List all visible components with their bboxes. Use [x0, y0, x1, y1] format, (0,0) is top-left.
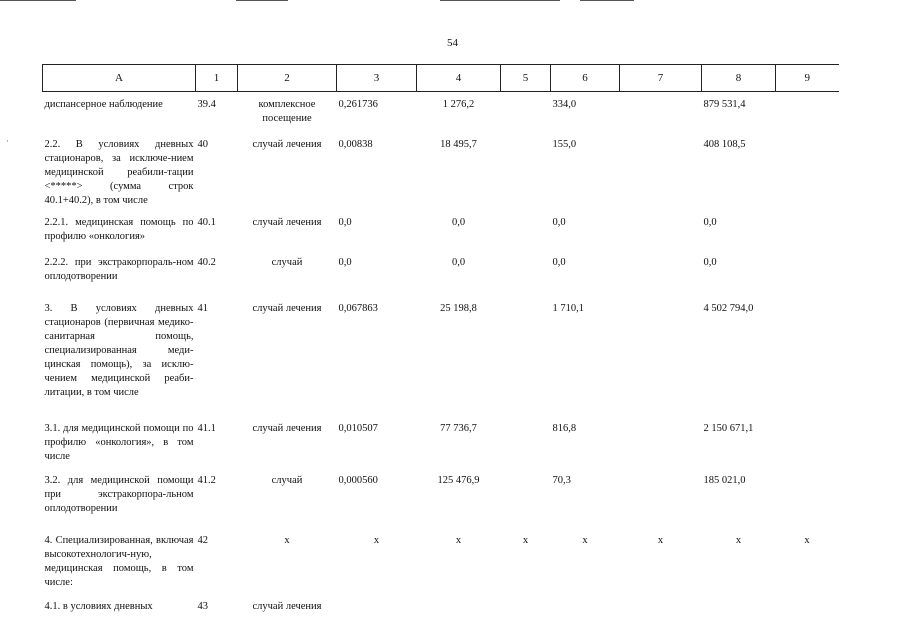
cell-col8: 2 150 671,1 [703, 423, 754, 434]
cell-col6: 816,8 [552, 423, 577, 434]
cell-col6: 0,0 [552, 257, 566, 268]
cell-col3: 0,00838 [338, 139, 373, 150]
column-header: 6 [551, 65, 620, 92]
cell-col6: х [582, 535, 588, 546]
row-code: 41.1 [197, 423, 216, 434]
cell-col5 [501, 594, 551, 620]
row-name: 2.2.1. медицинская помощь по профилю «онкология» [44, 217, 194, 242]
table-row [43, 594, 839, 620]
row-code: 39.4 [197, 99, 216, 110]
cell-col3: 0,067863 [338, 303, 378, 314]
column-header: 8 [702, 65, 776, 92]
row-unit: случай [271, 475, 303, 486]
cell-col4: 125 476,9 [437, 475, 480, 486]
margin-dot: · [6, 136, 9, 146]
cell-col7 [620, 468, 702, 528]
cell-col9 [776, 296, 839, 416]
top-edge-line [440, 0, 560, 1]
cell-col7 [620, 416, 702, 468]
column-header: А [43, 65, 196, 92]
row-code: 40.2 [197, 257, 216, 268]
cell-col3: 0,261736 [338, 99, 378, 110]
cell-col7 [620, 92, 702, 133]
cell-col9 [776, 250, 839, 296]
row-code: 41.2 [197, 475, 216, 486]
row-unit: случай лечения [252, 217, 322, 228]
row-name: диспансерное наблюдение [44, 99, 163, 110]
cell-col5 [501, 132, 551, 210]
cell-col5 [501, 468, 551, 528]
cell-col8: 185 021,0 [703, 475, 746, 486]
row-unit: комплексное посещение [258, 99, 316, 124]
cell-col8: 408 108,5 [703, 139, 746, 150]
row-code: 40.1 [197, 217, 216, 228]
row-name: 4. Специализированная, включая высокотехнологич-ную, медицинская помощь, в том числе: [44, 535, 194, 588]
row-name: 3.2. для медицинской помощи при экстракорпора-льном оплодотворении [44, 475, 194, 514]
cell-col6: 1 710,1 [552, 303, 584, 314]
cell-col9: х [804, 535, 810, 546]
cell-col6: 334,0 [552, 99, 577, 110]
row-name: 2.2. В условиях дневных стационаров, за исключе-нием медицинской реабили-тации <*****> (сумма строк 40.1+40.2), в том числе [44, 139, 194, 206]
column-header: 4 [417, 65, 501, 92]
column-header: 9 [776, 65, 839, 92]
cell-col9 [776, 210, 839, 250]
cell-col8: 0,0 [703, 217, 717, 228]
cell-col3: 0,000560 [338, 475, 378, 486]
cell-col4: 77 736,7 [440, 423, 477, 434]
table-row [43, 210, 839, 250]
cell-col4: 0,0 [451, 257, 466, 268]
cell-col5: х [522, 535, 529, 546]
cell-col4: 1 276,2 [442, 99, 475, 110]
cell-col3: 0,0 [338, 257, 352, 268]
cell-col3: 0,0 [338, 217, 352, 228]
cell-col8: х [735, 535, 742, 546]
table-row [43, 250, 839, 296]
row-unit: случай лечения [252, 601, 322, 612]
row-code: 40 [197, 139, 208, 150]
row-name: 3.1. для медицинской помощи по профилю «онкология», в том числе [44, 423, 194, 462]
cell-col5 [501, 296, 551, 416]
cell-col9 [776, 416, 839, 468]
cell-col8: 4 502 794,0 [703, 303, 754, 314]
column-header: 1 [196, 65, 238, 92]
cell-col7: х [657, 535, 664, 546]
cell-col4: 25 198,8 [440, 303, 477, 314]
row-unit: случай [271, 257, 303, 268]
cell-col7 [620, 250, 702, 296]
row-name: 2.2.2. при экстракорпораль-ном оплодотворении [44, 257, 194, 282]
cell-col6: 70,3 [552, 475, 571, 486]
cell-col5 [501, 210, 551, 250]
column-header: 5 [501, 65, 551, 92]
cell-col3 [337, 594, 417, 620]
cell-col7 [620, 132, 702, 210]
cell-col9 [776, 92, 839, 133]
cell-col3: х [373, 535, 380, 546]
cell-col3: 0,010507 [338, 423, 378, 434]
row-code: 43 [197, 601, 208, 612]
cell-col5 [501, 92, 551, 133]
table-row [43, 132, 839, 210]
table-row [43, 296, 839, 416]
cell-col4: 18 495,7 [440, 139, 477, 150]
row-unit: случай лечения [252, 423, 322, 434]
cell-col4 [417, 594, 501, 620]
cell-col4: х [455, 535, 462, 546]
column-header: 7 [620, 65, 702, 92]
row-unit: случай лечения [252, 139, 322, 150]
row-unit: х [284, 535, 290, 546]
cell-col9 [776, 468, 839, 528]
row-name: 3. В условиях дневных стационаров (первичная медико-санитарная помощь, специализированная меди-цинская помощь), за исклю-чением медицинской реаби-литации, в том числе [44, 303, 194, 398]
table-row [43, 92, 839, 133]
top-edge-line [580, 0, 634, 1]
cell-col5 [501, 416, 551, 468]
top-edge-line [236, 0, 288, 1]
data-table [42, 64, 839, 620]
cell-col9 [776, 594, 839, 620]
cell-col9 [776, 132, 839, 210]
row-name: 4.1. в условиях дневных [44, 601, 153, 612]
cell-col6 [551, 594, 620, 620]
row-code: 41 [197, 303, 208, 314]
cell-col8: 879 531,4 [703, 99, 746, 110]
cell-col8 [702, 594, 776, 620]
cell-col7 [620, 594, 702, 620]
table-row [43, 416, 839, 468]
cell-col7 [620, 210, 702, 250]
header-row [43, 65, 839, 92]
cell-col4: 0,0 [451, 217, 466, 228]
page-number: 54 [447, 37, 458, 49]
cell-col6: 155,0 [552, 139, 577, 150]
row-code: 42 [197, 535, 208, 546]
column-header: 2 [238, 65, 337, 92]
column-header: 3 [337, 65, 417, 92]
cell-col7 [620, 296, 702, 416]
row-unit: случай лечения [252, 303, 322, 314]
top-edge-line [0, 0, 76, 1]
table-row [43, 528, 839, 594]
table-row [43, 468, 839, 528]
cell-col6: 0,0 [552, 217, 566, 228]
cell-col5 [501, 250, 551, 296]
cell-col8: 0,0 [703, 257, 717, 268]
